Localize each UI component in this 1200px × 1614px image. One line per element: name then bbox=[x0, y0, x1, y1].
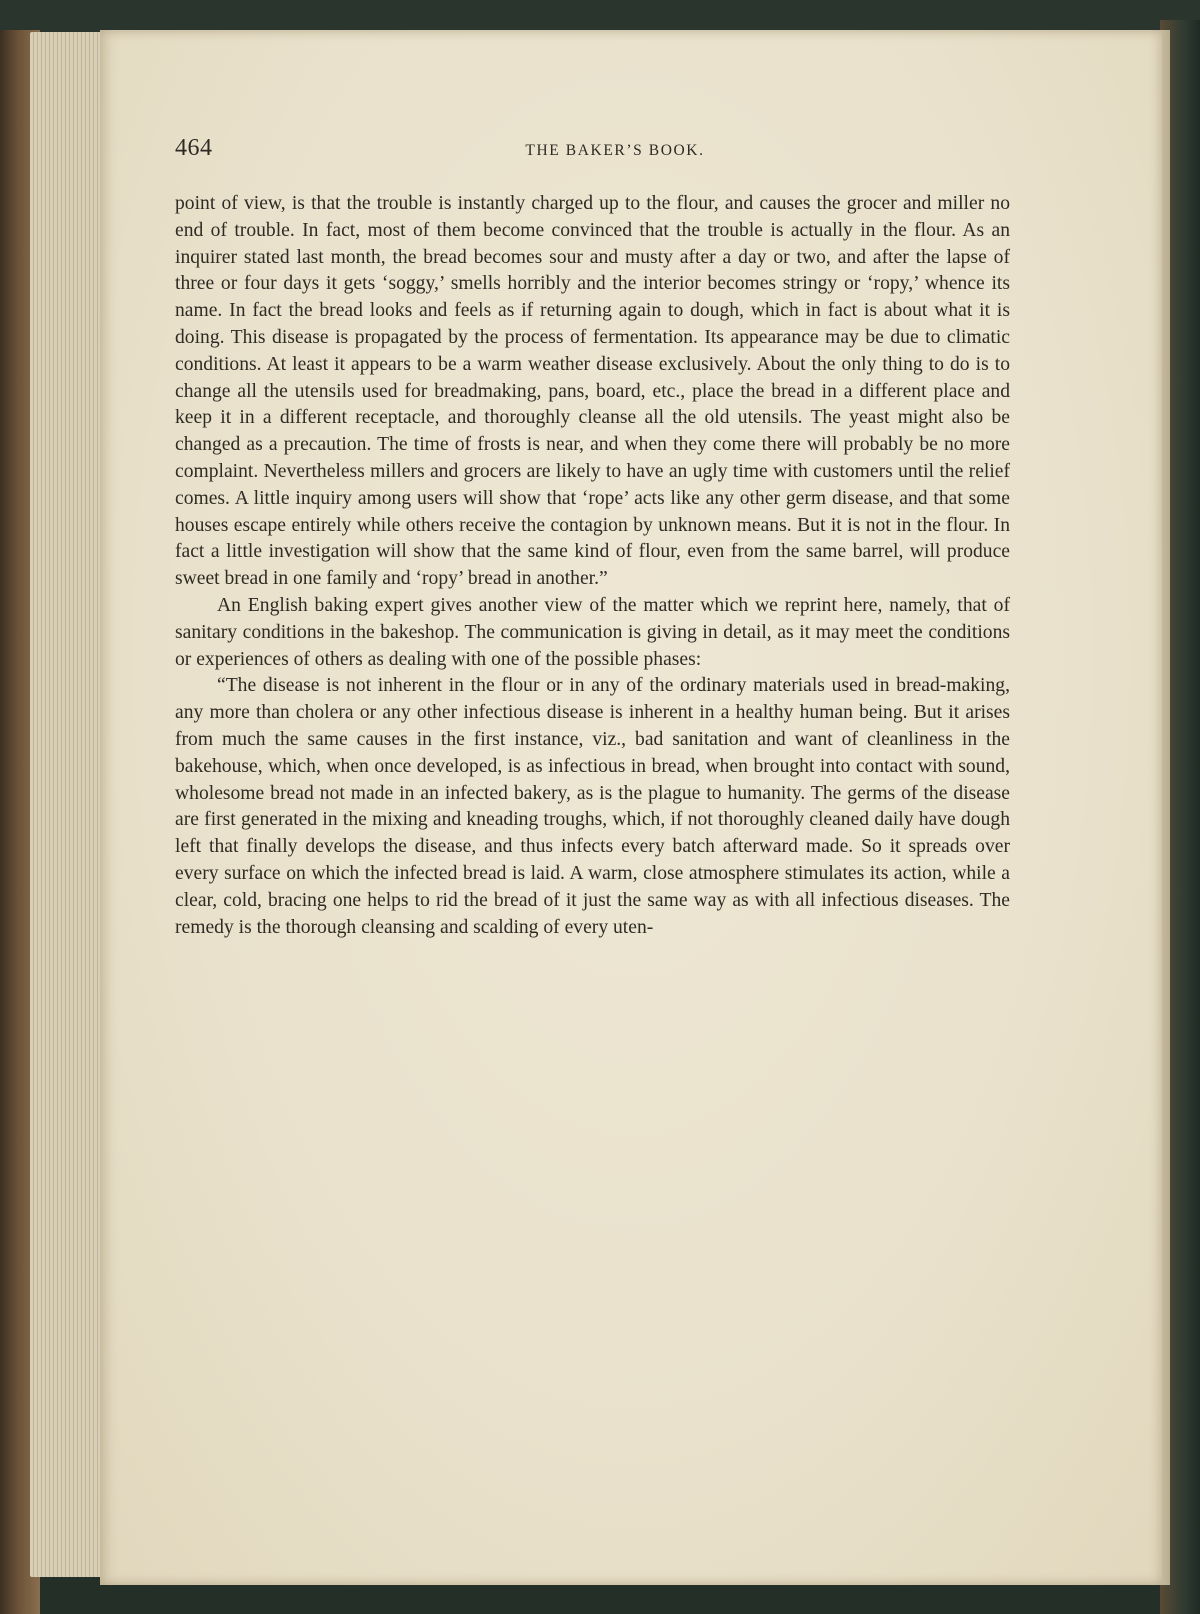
paragraph-continued: point of view, is that the trouble is instantly charged up to the flour, and causes the grocer and miller no end of trouble. In fact, most of them become convinced that the trouble is actually in the flour. As an inquirer stated last month, the bread becomes sour and musty after a day or two, and after the lapse of three or four days it gets ‘soggy,’ smells horribly and the interior becomes stringy or ‘ropy,’ whence its name. In fact the bread looks and feels as if returning again to dough, which in fact is about what it is doing. This disease is propagated by the process of fermentation. Its appearance may be due to climatic conditions. At least it appears to be a warm weather disease exclusively. About the only thing to do is to change all the utensils used for breadmaking, pans, board, etc., place the bread in a different place and keep it in a different receptacle, and thoroughly cleanse all the old utensils. The yeast might also be changed as a precaution. The time of frosts is near, and when they come there will probably be no more complaint. Nevertheless millers and grocers are likely to have an ugly time with customers until the relief comes. A little inquiry among users will show that ‘rope’ acts like any other germ disease, and that some houses escape entirely while others receive the contagion by unknown means. But it is not in the flour. In fact a little investigation will show that the same kind of flour, even from the same barrel, will produce sweet bread in one family and ‘ropy’ bread in another.” bbox=[175, 193, 1010, 590]
page-number: 464 bbox=[175, 135, 213, 161]
paragraph-quotation: “The disease is not inherent in the flour or in any of the ordinary materials used in bread-making, any more than cholera or any other infectious disease is inherent in a healthy human being. But it arises from much the same causes in the first instance, viz., bad sanitation and want of cleanliness in the bakehouse, which, when once developed, is as infectious in bread, when brought into contact with sound, wholesome bread not made in an infected bakery, as is the plague to humanity. The germs of the disease are first generated in the mixing and kneading troughs, which, if not thoroughly cleaned daily have dough left that finally develops the disease, and thus infects every batch afterward made. So it spreads over every surface on which the infected bread is laid. A warm, close atmosphere stimulates its action, while a clear, cold, bracing one helps to rid the bread of it just the same way as with all infectious diseases. The remedy is the thorough cleansing and scalding of every uten- bbox=[175, 675, 1010, 938]
page-header bbox=[175, 135, 1015, 175]
running-title: THE BAKER’S BOOK. bbox=[525, 142, 705, 159]
paragraph: An English baking expert gives another view of the matter which we reprint here, namely, that of sanitary conditions in the bakeshop. The communication is giving in detail, as it may meet the conditions or experiences of others as dealing with one of the possible phases: bbox=[175, 594, 1010, 670]
body-text bbox=[175, 191, 1010, 941]
page-edges-left bbox=[30, 32, 110, 1577]
